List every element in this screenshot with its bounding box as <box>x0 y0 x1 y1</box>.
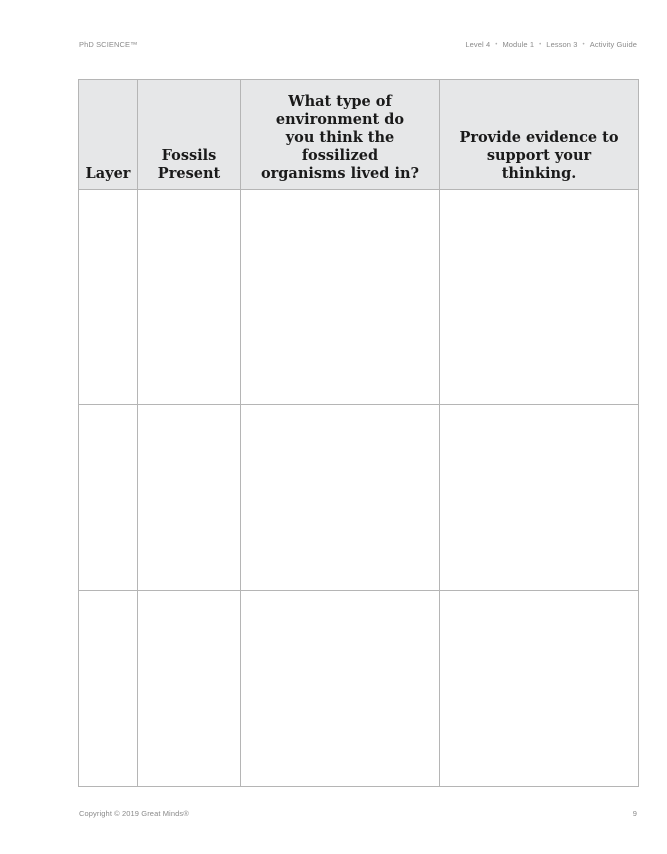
cell-fossils-present[interactable] <box>138 591 241 787</box>
cell-environment[interactable] <box>241 591 440 787</box>
header-breadcrumb <box>465 40 637 49</box>
cell-layer[interactable] <box>79 405 138 591</box>
table-row <box>79 190 639 405</box>
col-header-layer: Layer <box>79 80 138 190</box>
crumb-separator: • <box>582 41 585 48</box>
col-header-evidence: Provide evidence to support your thinking. <box>440 80 639 190</box>
table-header-row <box>79 80 639 190</box>
cell-environment[interactable] <box>241 190 440 405</box>
fossil-layers-table <box>78 79 639 787</box>
table-row <box>79 405 639 591</box>
cell-environment[interactable] <box>241 405 440 591</box>
footer-copyright: Copyright © 2019 Great Minds® <box>79 809 189 818</box>
cell-layer[interactable] <box>79 591 138 787</box>
crumb-separator: • <box>495 41 498 48</box>
crumb-guide: Activity Guide <box>589 40 637 49</box>
col-header-fossils-present: Fossils Present <box>138 80 241 190</box>
col-header-environment: What type of environment do you think the fossilized organisms lived in? <box>241 80 440 190</box>
cell-evidence[interactable] <box>440 405 639 591</box>
cell-fossils-present[interactable] <box>138 405 241 591</box>
crumb-separator: • <box>539 41 542 48</box>
cell-evidence[interactable] <box>440 190 639 405</box>
crumb-module: Module 1 <box>502 40 535 49</box>
header-brand: PhD SCIENCE™ <box>79 40 138 49</box>
cell-fossils-present[interactable] <box>138 190 241 405</box>
crumb-lesson: Lesson 3 <box>546 40 578 49</box>
table-row <box>79 591 639 787</box>
cell-layer[interactable] <box>79 190 138 405</box>
crumb-level: Level 4 <box>465 40 491 49</box>
footer-page-number: 9 <box>632 809 637 818</box>
cell-evidence[interactable] <box>440 591 639 787</box>
